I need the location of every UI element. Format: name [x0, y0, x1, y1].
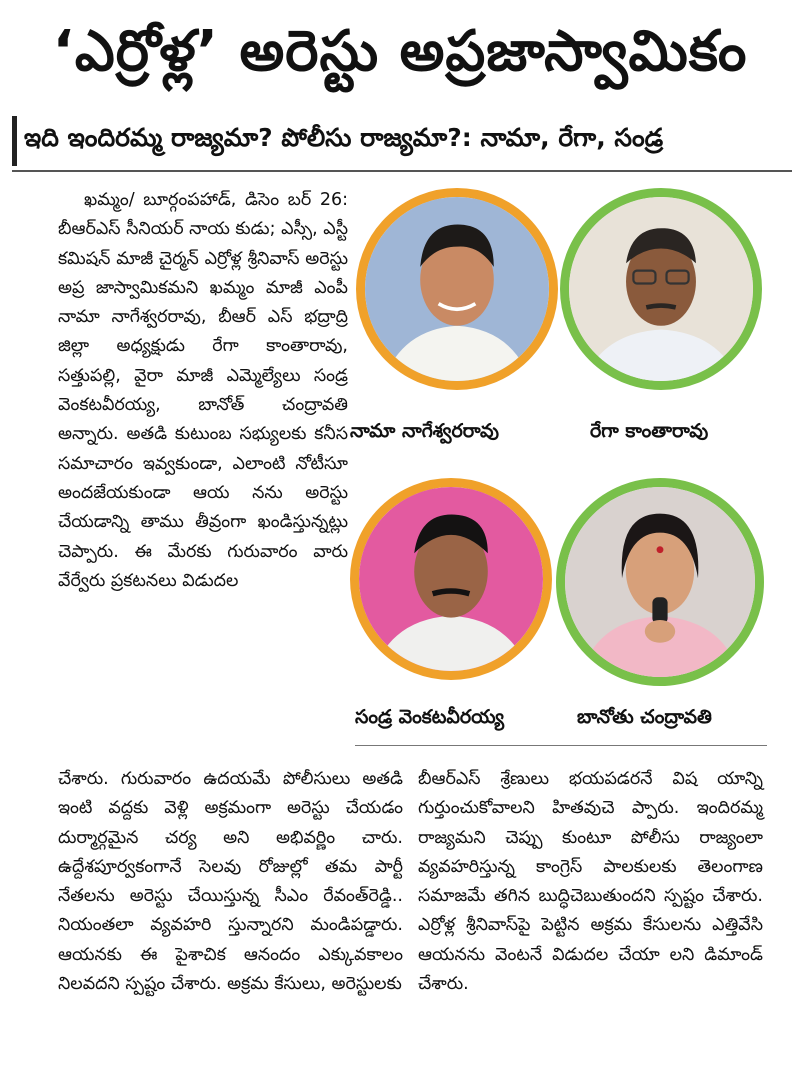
- article-text: చేశారు. గురువారం ఉదయమే పోలీసులు అతడి ఇంటి వద్దకు వెళ్లి అక్రమంగా అరెస్టు చేయడం దుర్మార్గమైన చర్య అని అభివర్ణిం చారు. ఉద్దేశపూర్వకంగానే సెలవు రోజుల్లో తమ పార్టీ నేతలను అరెస్టు చేయిస్తున్న సీఎం రేవంత్‌రెడ్డి.. నియంతలా వ్యవహరి స్తున్నారని మండిపడ్డారు. ఆయనకు ఈ పైశాచిక ఆనందం ఎక్కువకాలం నిలవదని స్పష్టం చేశారు. అక్రమ కేసులు, అరెస్టులకు: [58, 769, 403, 995]
- caption-divider: [355, 745, 767, 746]
- caption-sandra-venkata-veeraiah: సండ్ర వెంకటవీరయ్య: [355, 706, 505, 728]
- caption-banothu-chandravathi: బానోతు చంద్రావతి: [577, 706, 712, 728]
- article-column-left-top: [58, 186, 348, 596]
- caption-rega-kantha-rao: రేగా కాంతారావు: [590, 420, 709, 442]
- subheadline-marker: [12, 116, 17, 166]
- portrait-rega-kantha-rao: [560, 188, 762, 390]
- subheadline: ఇది ఇందిరమ్మ రాజ్యమా? పోలీసు రాజ్యమా?: నామా, రేగా, సండ్ర: [24, 123, 664, 152]
- article-column-right-bottom: [418, 765, 763, 999]
- article-column-left-bottom: [58, 765, 403, 999]
- portrait-sandra-venkata-veeraiah: [350, 478, 552, 680]
- portrait-image: [565, 487, 755, 677]
- caption-nama-nageswara-rao: నామా నాగేశ్వరరావు: [350, 420, 499, 442]
- portrait-image: [359, 487, 543, 671]
- headline: ‘ఎర్రోళ్ల’ అరెస్టు అప్రజాస్వామికం: [52, 18, 748, 84]
- subheadline-divider: [12, 170, 792, 172]
- article-text: ఖమ్మం/ బూర్గంపహాడ్, డిసెం బర్ 26: బీఆర్ఎస్ సీనియర్ నాయ కుడు; ఎస్సీ, ఎస్టీ కమిషన్ మాజీ చైర్మన్ ఎర్రోళ్ల శ్రీనివాస్ అరెస్టు అప్ర జాస్వామికమని ఖమ్మం మాజీ ఎంపీ నామా నాగేశ్వరరావు, బీఆర్ ఎస్ భద్రాద్రి జిల్లా అధ్యక్షుడు రేగా కాంతారావు, సత్తుపల్లి, వైరా మాజీ ఎమ్మెల్యేలు సండ్ర వెంకటవీరయ్య, బానోత్ చంద్రావతి అన్నారు. అతడి కుటుంబ సభ్యులకు కనీస సమాచారం ఇవ్వకుండా, ఎలాంటి నోటీసూ అందజేయకుండా ఆయ నను అరెస్టు చేయడాన్ని తాము తీవ్రంగా ఖండిస్తున్నట్లు చెప్పారు. ఈ మేరకు గురువారం వారు వేర్వేరు ప్రకటనలు విడుదల: [58, 190, 348, 591]
- article-text: బీఆర్ఎస్ శ్రేణులు భయపడరనే విష యాన్ని గుర్తుంచుకోవాలని హితవుచె ప్పారు. ఇందిరమ్మ రాజ్యమని చెప్పు కుంటూ పోలీసు రాజ్యంలా వ్యవహరిస్తున్న కాంగ్రెస్ పాలకులకు తెలంగాణ సమాజమే తగిన బుద్ధిచెబుతుందని స్పష్టం చేశారు. ఎర్రోళ్ల శ్రీనివాస్‌పై పెట్టిన అక్రమ కేసులను ఎత్తివేసి ఆయనను వెంటనే విడుదల చేయా లని డిమాండ్ చేశారు.: [418, 769, 763, 995]
- portrait-image: [365, 197, 549, 381]
- portrait-image: [569, 197, 753, 381]
- portrait-banothu-chandravathi: [556, 478, 764, 686]
- portrait-nama-nageswara-rao: [356, 188, 558, 390]
